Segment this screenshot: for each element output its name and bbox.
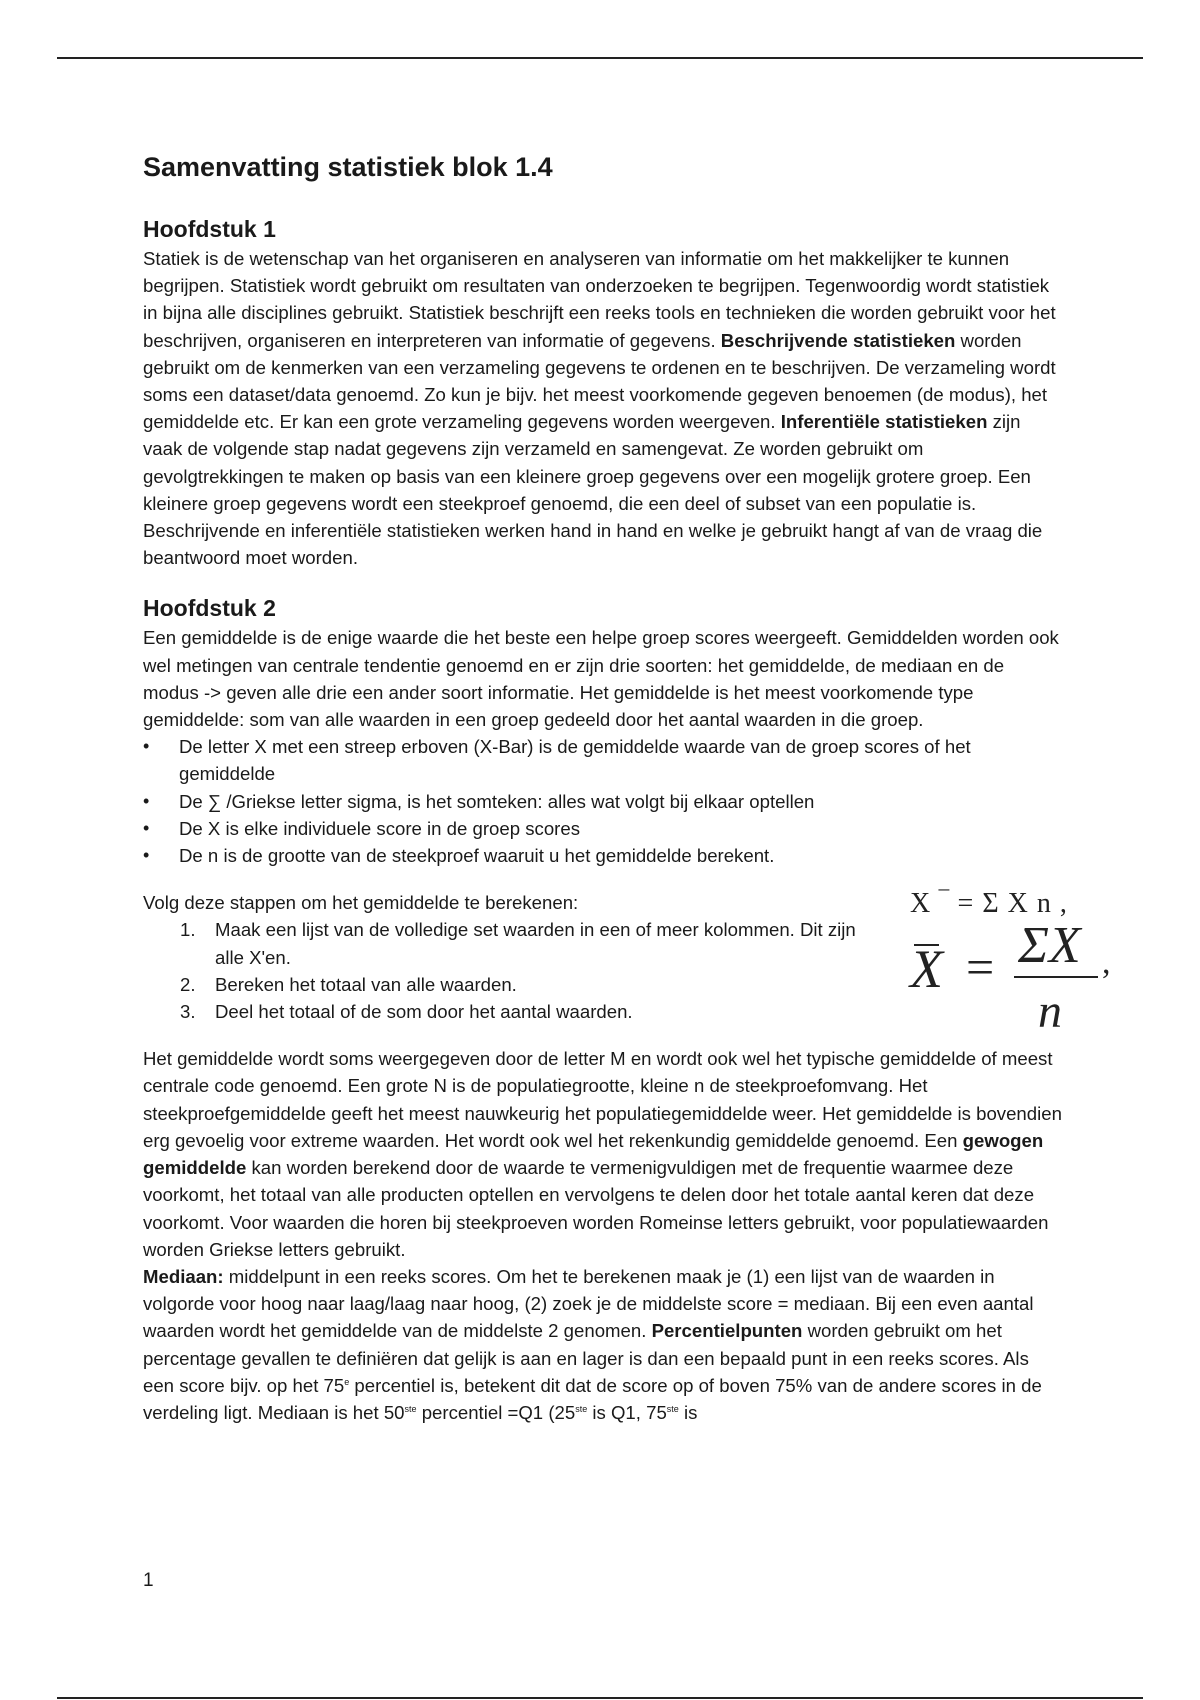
list-item <box>143 971 883 998</box>
text-run: percentiel is, betekent dit dat de score op of boven 75% van de andere scores in de verdeling ligt. Mediaan is het 50 <box>143 1374 1042 1423</box>
text-run: Statiek is de wetenschap van het organiseren en analyseren van informatie om het makkelijker te kunnen begrijpen. Statistiek wordt gebruikt om resultaten van onderzoeken te begrijpen. Tegenwoordig wordt statistiek in bijna alle disciplines gebruikt. Statistiek beschrijft een reeks tools en technieken die worden gebruikt voor het beschrijven, organiseren en interpreteren van informatie of gegevens. <box>143 248 1056 351</box>
chapter-2-intro: Een gemiddelde is de enige waarde die het beste een helpe groep scores weergeeft. Gemiddelden worden ook wel metingen van centrale tendentie genoemd en er zijn drie soorten: het gemiddelde, de mediaan en de modus -> geven alle drie een ander soort informatie. Het gemiddelde is het meest voorkomende type gemiddelde: som van alle waarden in een groep gedeeld door het aantal waarden in die groep. <box>143 627 1059 731</box>
list-item: • De letter X met een streep erboven (X-Bar) is de gemiddelde waarde van de groep scores of het gemiddelde <box>143 733 1039 787</box>
formula-numerator: ΣX <box>1018 917 1081 974</box>
text-run: Het gemiddelde wordt soms weergegeven door de letter M en wordt ook wel het typische gemiddelde of meest centrale code genoemd. Een grote N is de populatiegrootte, kleine n de steekproefomvang. Het steekproefgemiddelde geeft het meest nauwkeurig het populatiegemiddelde weer. Het gemiddelde is bovendien erg gevoelig voor extreme waarden. Het wordt ook wel het rekenkundig gemiddelde genoemd. Een <box>143 1048 1062 1151</box>
document-title: Samenvatting statistiek blok 1.4 <box>143 152 553 182</box>
list-item: • De X is elke individuele score in de groep scores <box>143 815 919 842</box>
superscript: ste <box>666 1403 679 1414</box>
text-run: zijn vaak de volgende stap nadat gegevens zijn verzameld en samengevat. Ze worden gebruikt om gevolgtrekkingen te maken op basis van een kleinere groep gegevens over een mogelijk grotere groep. Een kleinere groep gegevens wordt een steekproef genoemd, die een deel of subset van een populatie is. Beschrijvende en inferentiële statistieken werken hand in hand en welke je gebruikt hangt af van de vraag die beantwoord moet worden. <box>143 411 1043 569</box>
term-beschrijvende-statistieken: Beschrijvende statistieken <box>720 329 956 351</box>
text-run: middelpunt in een reeks scores. Om het te berekenen maak je (1) een lijst van de waarden in volgorde voor hoog naar laag/laag naar hoog, (2) zoek je de middelste score = mediaan. Bij een even aantal waarden wordt het gemiddelde van de middelste 2 genomen. <box>143 1265 1034 1342</box>
steps-list <box>143 916 883 1025</box>
page-number: 1 <box>143 1570 154 1591</box>
list-item <box>143 916 883 970</box>
term-mediaan: Mediaan: <box>143 1265 224 1287</box>
page-content <box>143 138 1063 1426</box>
step-text: Deel het totaal of de som door het aantal waarden. <box>215 1001 633 1023</box>
formula-inline: X ‾ = Σ X n , <box>910 888 1068 919</box>
formula-denominator: n <box>1038 985 1062 1038</box>
term-gewogen-gemiddelde: gewogen gemiddelde <box>143 1129 1044 1179</box>
spacer <box>143 571 1063 593</box>
mean-paragraph <box>143 1045 1063 1263</box>
formula-fraction <box>910 917 1136 1056</box>
superscript: ste <box>575 1403 588 1414</box>
step-number: 2. <box>180 973 196 995</box>
list-item <box>143 998 883 1025</box>
list-item: • De n is de grootte van de steekproef waaruit u het gemiddelde berekent. <box>143 842 919 869</box>
step-number: 1. <box>180 919 196 941</box>
formula-xbar: X <box>910 939 943 999</box>
text-run: percentiel =Q1 (25 <box>416 1401 576 1423</box>
text-run: kan worden berekend door de waarde te vermenigvuldigen met de frequentie waarmee deze voorkomt, het totaal van alle producten optellen en vervolgens te delen door het totale aantal keren dat deze voorkomt. Voor waarden die horen bij steekproeven worden Romeinse letters gebruikt, voor populatiewaarden worden Griekse letters gebruikt. <box>143 1157 1049 1260</box>
chapter-1-heading: Hoofdstuk 1 <box>143 216 276 242</box>
superscript: e <box>344 1376 350 1387</box>
step-text: Bereken het totaal van alle waarden. <box>215 973 517 995</box>
list-item: • De ∑ /Griekse letter sigma, is het somteken: alles wat volgt bij elkaar optellen <box>143 788 919 815</box>
text-run: worden gebruikt om de kenmerken van een verzameling gegevens te ordenen en te beschrijven. De verzameling wordt soms een dataset/data genoemd. Zo kun je bijv. het meest voorkomende gegeven benoemen (de modus), het gemiddelde etc. Er kan een grote verzameling gegevens worden weergeven. <box>143 329 1056 433</box>
mean-formula <box>906 888 1136 1058</box>
formula-equals: = <box>966 939 995 995</box>
spacer <box>143 869 1063 889</box>
term-inferentiele-statistieken: Inferentiële statistieken <box>780 411 988 433</box>
formula-comma: , <box>1102 944 1111 981</box>
median-paragraph <box>143 1263 1063 1426</box>
step-text: Maak een lijst van de volledige set waarden in een of meer kolommen. Dit zijn alle X'en. <box>215 919 856 968</box>
step-number: 3. <box>180 1001 196 1023</box>
fraction-bar <box>1014 976 1098 978</box>
header-rule <box>57 57 1143 59</box>
text-run: is Q1, 75 <box>587 1401 667 1423</box>
term-percentielpunten: Percentielpunten <box>651 1320 803 1342</box>
symbol-bullet-list <box>143 733 1063 869</box>
superscript: ste <box>404 1403 417 1414</box>
chapter-1-paragraph <box>143 245 1063 571</box>
steps-intro: Volg deze stappen om het gemiddelde te berekenen: <box>143 892 579 914</box>
footer-rule <box>57 1697 1143 1699</box>
chapter-2-heading: Hoofdstuk 2 <box>143 595 276 622</box>
text-run: is <box>678 1401 698 1423</box>
text-run: worden gebruikt om het percentage gevallen te definiëren dat gelijk is aan en lager is dan een bepaald punt in een reeks scores. Als een score bijv. op het 75 <box>143 1320 1029 1396</box>
